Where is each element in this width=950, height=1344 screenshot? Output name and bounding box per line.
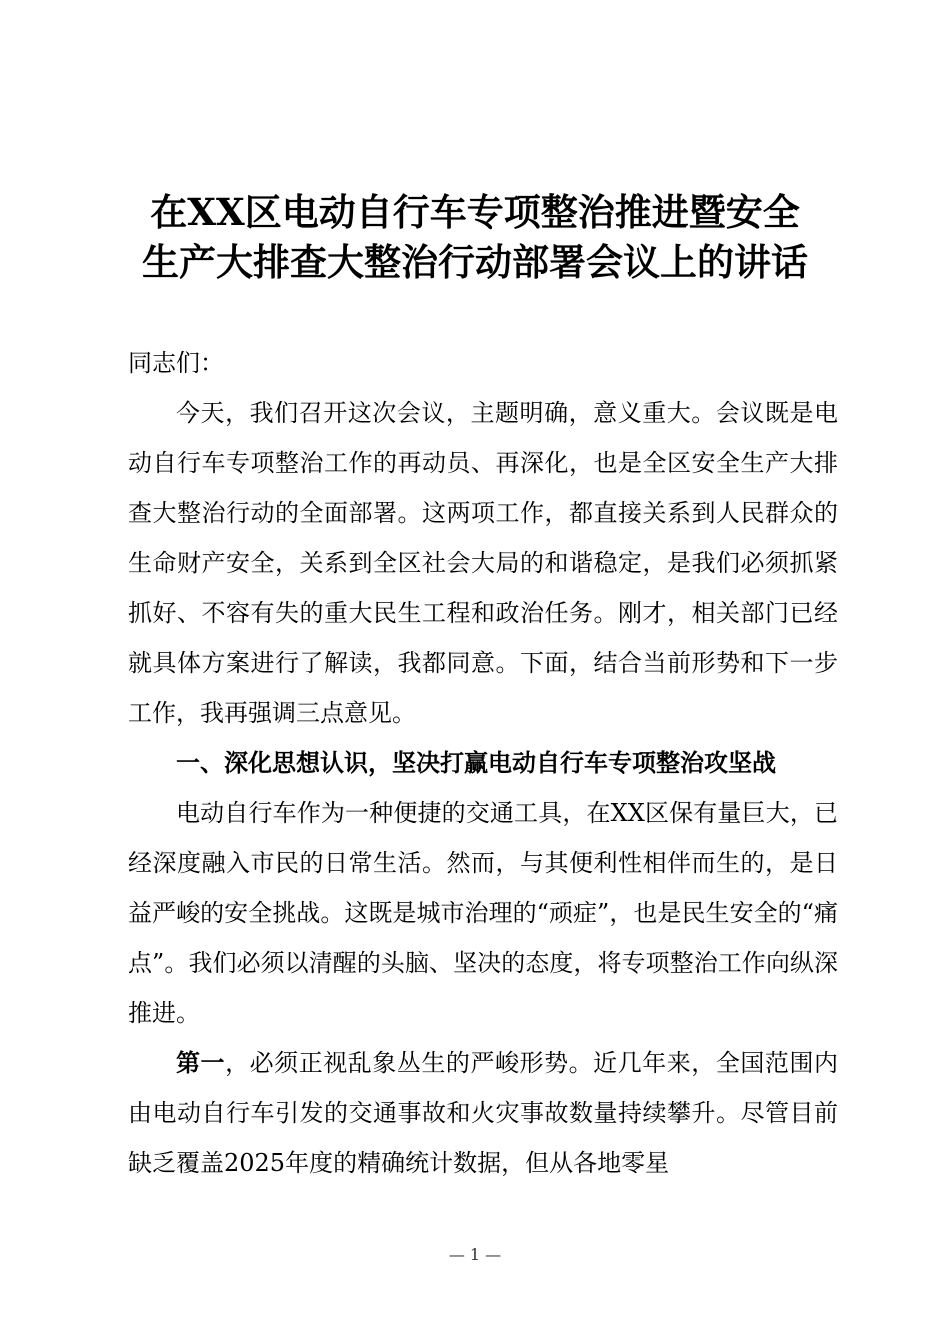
- title-line-1: 在XX区电动自行车专项整治推进暨安全: [150, 190, 800, 234]
- paragraph-intro: 今天，我们召开这次会议，主题明确，意义重大。会议既是电动自行车专项整治工作的再动员、再深化，也是全区安全生产大排查大整治行动的全面部署。这两项工作，都直接关系到人民群众的生命财产安全，关系到全区社会大局的和谐稳定，是我们必须抓紧抓好、不容有失的重大民生工程和政治任务。刚才，相关部门已经就具体方案进行了解读，我都同意。下面，结合当前形势和下一步工作，我再强调三点意见。: [128, 399, 838, 727]
- paragraph-background: 电动自行车作为一种便捷的交通工具，在XX区保有量巨大，已经深度融入市民的日常生活。然而，与其便利性相伴而生的，是日益严峻的安全挑战。这既是城市治理的“顽症”，也是民生安全的“痛点”。我们必须以清醒的头脑、坚决的态度，将专项整治工作向纵深推进。: [128, 799, 838, 1027]
- document-title: [110, 187, 840, 287]
- page-number: — 1 —: [448, 1245, 502, 1264]
- paragraph-first-point: [128, 1038, 838, 1188]
- first-point-text: ，必须正视乱象丛生的严峻形势。近几年来，全国范围内由电动自行车引发的交通事故和火灾事故数量持续攀升。尽管目前缺乏覆盖2025年度的精确统计数据，但从各地零星: [128, 1049, 838, 1177]
- title-line-2: 生产大排查大整治行动部署会议上的讲话: [142, 240, 808, 284]
- document-body: [128, 338, 838, 1188]
- salutation: 同志们：: [128, 349, 224, 377]
- section-heading-1: 一、深化思想认识，坚决打赢电动自行车专项整治攻坚战: [176, 748, 776, 777]
- first-point-lead: 第一: [176, 1048, 226, 1077]
